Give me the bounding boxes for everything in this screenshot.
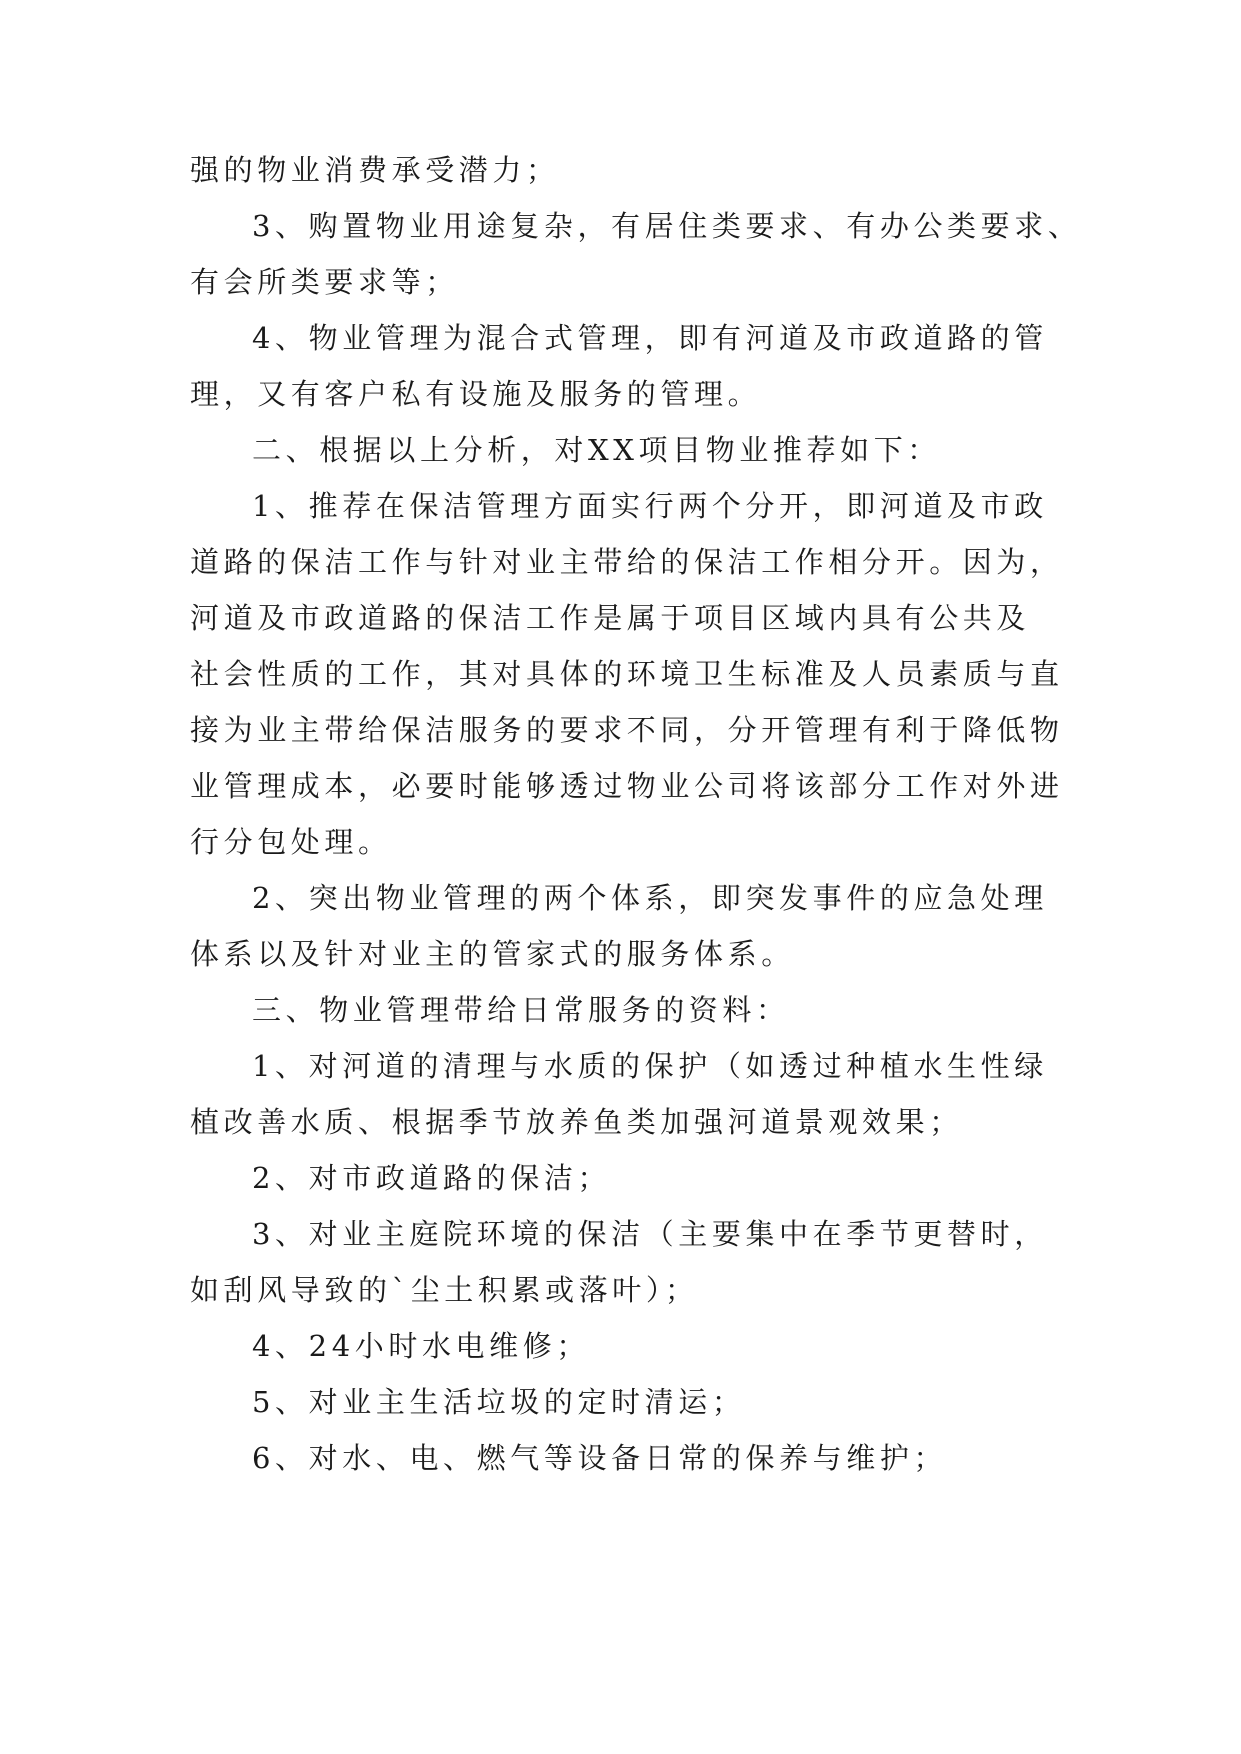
text-line-9: 河道及市政道路的保洁工作是属于项目区域内具有公共及 [190,601,1031,635]
section-heading-2: 二、根据以上分析，对XX项目物业推荐如下： [252,433,941,467]
text-line-13: 行分包处理。 [190,825,392,859]
text-line-18: 植改善水质、根据季节放养鱼类加强河道景观效果； [190,1105,963,1139]
text-line-4: 4、物业管理为混合式管理，即有河道及市政道路的管 [252,321,1048,355]
text-line-24: 6、对水、电、燃气等设备日常的保养与维护； [252,1441,948,1475]
text-line-8: 道路的保洁工作与针对业主带给的保洁工作相分开。因为， [190,545,1064,579]
text-line-14: 2、突出物业管理的两个体系，即突发事件的应急处理 [252,881,1048,915]
text-line-10: 社会性质的工作，其对具体的环境卫生标准及人员素质与直 [190,657,1064,691]
text-line-20: 3、对业主庭院环境的保洁（主要集中在季节更替时， [252,1217,1048,1251]
text-line-23: 5、对业主生活垃圾的定时清运； [252,1385,746,1419]
text-line-7: 1、推荐在保洁管理方面实行两个分开，即河道及市政 [252,489,1048,523]
text-line-17: 1、对河道的清理与水质的保护（如透过种植水生性绿 [252,1049,1048,1083]
text-line-11: 接为业主带给保洁服务的要求不同，分开管理有利于降低物 [190,713,1064,747]
text-line-21: 如刮风导致的`尘土积累或落叶）； [190,1273,699,1307]
text-line-22: 4、24小时水电维修； [252,1329,590,1363]
section-heading-3: 三、物业管理带给日常服务的资料： [252,993,790,1027]
text-line-5: 理，又有客户私有设施及服务的管理。 [190,377,762,411]
text-line-12: 业管理成本，必要时能够透过物业公司将该部分工作对外进 [190,769,1064,803]
text-line-15: 体系以及针对业主的管家式的服务体系。 [190,937,795,971]
text-line-1: 强的物业消费承受潜力； [190,153,560,187]
text-line-2: 3、购置物业用途复杂，有居住类要求、有办公类要求、 [252,209,1082,243]
text-line-3: 有会所类要求等； [190,265,459,299]
text-line-19: 2、对市政道路的保洁； [252,1161,612,1195]
